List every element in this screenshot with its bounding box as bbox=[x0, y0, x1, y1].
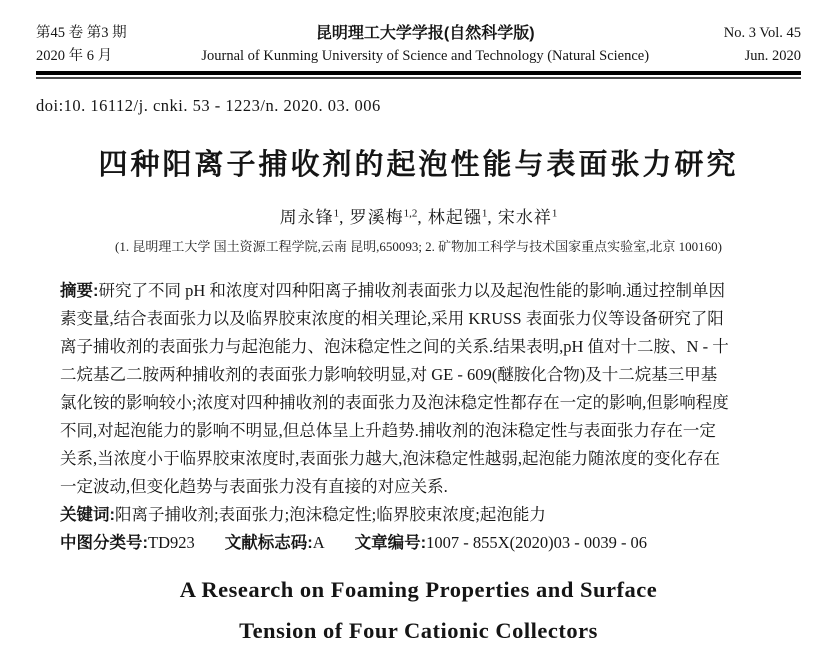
abstract-text-line: 素变量,结合表面张力以及临界胶束浓度的相关理论,采用 KRUSS 表面张力仪等设备研究了阳 bbox=[60, 309, 724, 328]
abstract-block bbox=[60, 277, 797, 557]
abstract-text-line: 二烷基乙二胺两种捕收剂的表面张力影响较明显,对 GE - 609(醚胺化合物)及十二烷基三甲基 bbox=[60, 365, 718, 384]
keywords-line bbox=[60, 501, 797, 529]
classification-line bbox=[60, 529, 797, 557]
journal-name-en: Journal of Kunming University of Science and Technology (Natural Science) bbox=[201, 48, 650, 64]
volume-issue-cn: 第45 卷 第3 期 bbox=[36, 25, 127, 41]
issue-date-cn: 2020 年 6 月 bbox=[36, 48, 113, 64]
author-separator: , bbox=[487, 208, 493, 227]
article-id-label: 文章编号: bbox=[354, 534, 427, 552]
paper-title-cn: 四种阳离子捕收剂的起泡性能与表面张力研究 bbox=[98, 149, 739, 181]
issue-date-en: Jun. 2020 bbox=[744, 48, 801, 64]
header-number-volume bbox=[724, 22, 801, 68]
abstract-text-line: 离子捕收剂的表面张力与起泡能力、泡沫稳定性之间的关系.结果表明,pH 值对十二胺、N - 十 bbox=[60, 337, 729, 356]
journal-name-cn: 昆明理工大学学报(自然科学版) bbox=[315, 25, 535, 42]
paper-title-en-line2: Tension of Four Cationic Collectors bbox=[239, 618, 598, 643]
abstract-label: 摘要: bbox=[60, 282, 99, 300]
author-name: 周永锋$^1$, bbox=[279, 207, 345, 227]
article-id-value: 1007 - 855X(2020)03 - 0039 - 06 bbox=[426, 533, 648, 552]
header-rule bbox=[36, 71, 801, 79]
header-rule-thin bbox=[36, 77, 801, 79]
abstract-first-line bbox=[60, 277, 797, 305]
clc-label: 中图分类号: bbox=[60, 534, 148, 552]
author-affiliation-superscript: 1,2 bbox=[403, 207, 418, 220]
abstract-text-line: 关系,当浓度小于临界胶束浓度时,表面张力越大,泡沫稳定性越弱,起泡能力随浓度的变化存在 bbox=[60, 449, 720, 468]
abstract-lines bbox=[60, 305, 797, 501]
abstract-text: 研究了不同 pH 和浓度对四种阳离子捕收剂表面张力以及起泡性能的影响.通过控制单因 bbox=[98, 281, 726, 300]
abstract-text-line: 氯化铵的影响较小;浓度对四种捕收剂的表面张力及泡沫稳定性都存在一定的影响,但影响程度 bbox=[60, 393, 729, 412]
author-affiliation-superscript: 1 bbox=[551, 207, 558, 220]
doc-code-label: 文献标志码: bbox=[224, 534, 313, 552]
abstract-text-line: 不同,对起泡能力的影响不明显,但总体呈上升趋势.捕收剂的泡沫稳定性与表面张力存在一定 bbox=[60, 421, 716, 440]
journal-header bbox=[36, 22, 801, 68]
header-rule-thick bbox=[36, 71, 801, 75]
paper-title-en-line1: A Research on Foaming Properties and Surface bbox=[179, 577, 658, 602]
author-name: 罗溪梅$^{1,2}$, bbox=[349, 207, 423, 227]
doc-code-value: A bbox=[312, 533, 325, 552]
doi-line: doi:10. 16112/j. cnki. 53 - 1223/n. 2020. 03. 006 bbox=[36, 96, 381, 115]
abstract-text-line: 一定波动,但变化趋势与表面张力没有直接的对应关系. bbox=[60, 477, 448, 496]
keywords-text: 阳离子捕收剂;表面张力;泡沫稳定性;临界胶束浓度;起泡能力 bbox=[115, 505, 546, 524]
author-name: 宋水祥$^1$ bbox=[497, 207, 558, 227]
author-affiliation-superscript: 1 bbox=[333, 207, 340, 220]
paper-title-en bbox=[36, 569, 801, 651]
author-list bbox=[36, 203, 801, 228]
header-volume-issue bbox=[36, 22, 127, 68]
number-volume-en: No. 3 Vol. 45 bbox=[723, 25, 801, 41]
keywords-label: 关键词: bbox=[60, 506, 115, 524]
header-journal-name bbox=[127, 22, 724, 68]
author-separator: , bbox=[339, 208, 345, 227]
author-name: 林起镪$^1$, bbox=[427, 207, 493, 227]
clc-value: TD923 bbox=[148, 533, 195, 552]
author-separator: , bbox=[417, 208, 423, 227]
author-affiliation-superscript: 1 bbox=[481, 207, 488, 220]
affiliation-line: (1. 昆明理工大学 国土资源工程学院,云南 昆明,650093; 2. 矿物加工科学与技术国家重点实验室,北京 100160) bbox=[114, 239, 723, 254]
